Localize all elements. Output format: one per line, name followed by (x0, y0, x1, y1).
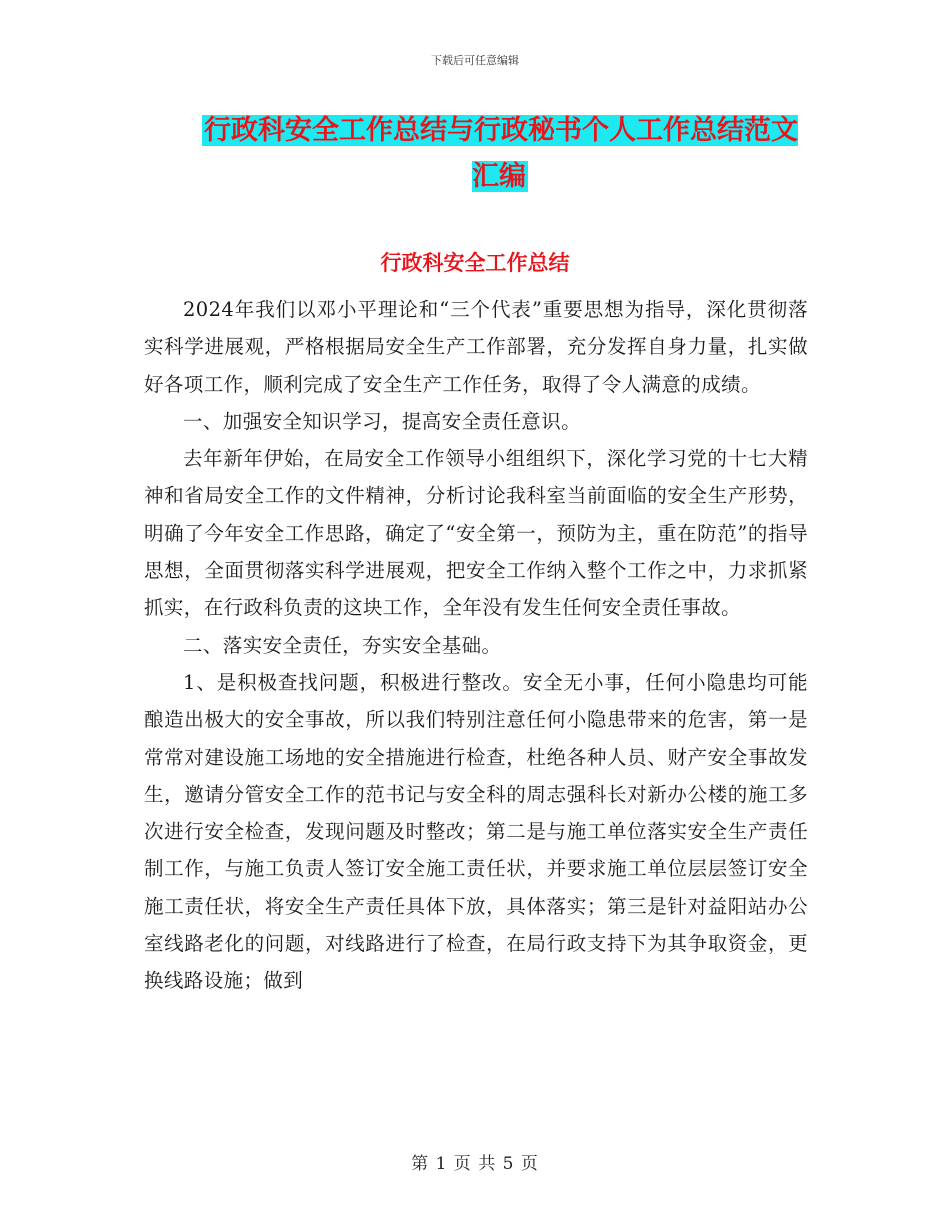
heading-one: 一、加强安全知识学习，提高安全责任意识。 (183, 409, 582, 433)
document-title (190, 108, 810, 200)
section-title: 行政科安全工作总结 (380, 250, 570, 275)
page-header-note: 下载后可任意编辑 (431, 54, 519, 67)
paragraph-two: 1、是积极查找问题，积极进行整改。安全无小事，任何小隐患均可能酿造出极大的安全事故，所以我们特别注意任何小隐患带来的危害，第一是常常对建设施工场地的安全措施进行检查，杜绝各种人员、财产安全事故发生，邀请分管安全工作的范书记与安全科的周志强科长对新办公楼的施工多次进行安全检查，发现问题及时整改；第二是与施工单位落实安全生产责任制工作，与施工负责人签订安全施工责任状，并要求施工单位层层签订安全施工责任状，将安全生产责任具体下放，具体落实；第三是针对益阳站办公室线路老化的问题，对线路进行了检查，在局行政支持下为其争取资金，更换线路设施；做到 (144, 670, 808, 993)
heading-two: 二、落实安全责任，夯实安全基础。 (183, 633, 502, 657)
document-body (144, 291, 808, 1000)
paragraph-intro: 2024年我们以邓小平理论和“三个代表”重要思想为指导，深化贯彻落实科学进展观，严格根据局安全生产工作部署，充分发挥自身力量，扎实做好各项工作，顺利完成了安全生产工作任务，取得了令人满意的成绩。 (144, 298, 808, 396)
document-title-text: 行政科安全工作总结与行政秘书个人工作总结范文汇编 (204, 115, 798, 192)
paragraph-one: 去年新年伊始，在局安全工作领导小组组织下，深化学习党的十七大精神和省局安全工作的文件精神，分析讨论我科室当前面临的安全生产形势，明确了今年安全工作思路，确定了“安全第一，预防为主，重在防范”的指导思想，全面贯彻落实科学进展观，把安全工作纳入整个工作之中，力求抓紧抓实，在行政科负责的这块工作，全年没有发生任何安全责任事故。 (144, 447, 808, 620)
page-number: 第 1 页 共 5 页 (411, 1154, 539, 1174)
